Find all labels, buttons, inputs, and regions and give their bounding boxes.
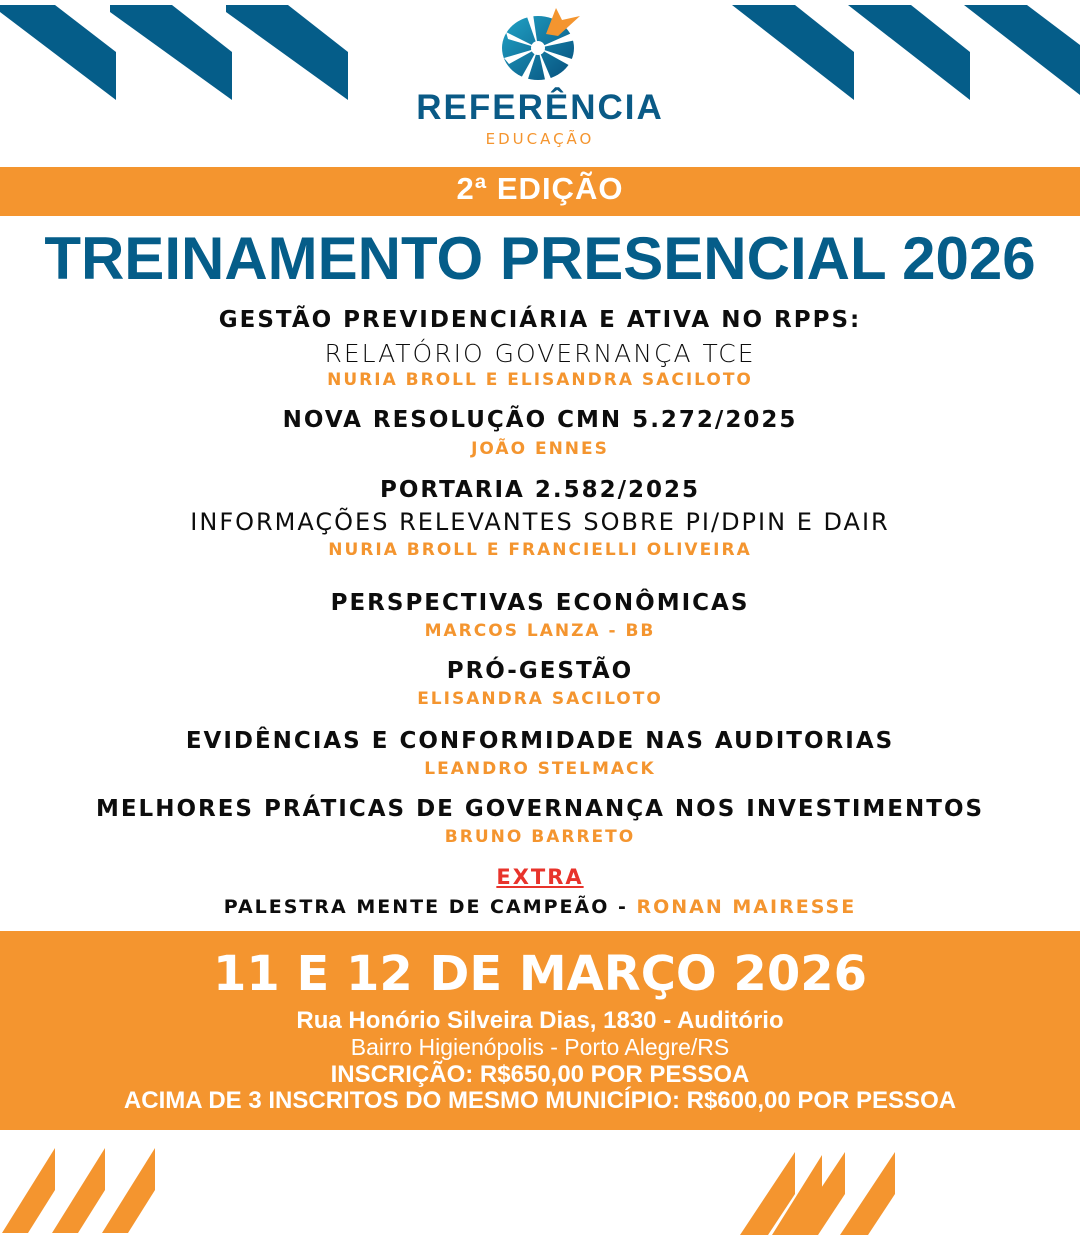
- session-speakers: ELISANDRA SACILOTO: [417, 689, 663, 709]
- extra-talk-title: PALESTRA MENTE DE CAMPEÃO -: [223, 896, 637, 918]
- session-heading: MELHORES PRÁTICAS DE GOVERNANÇA NOS INVESTIMENTOS: [95, 796, 985, 822]
- session-subtitle: RELATÓRIO GOVERNANÇA TCE: [324, 339, 756, 368]
- decorative-stripes-bottom-right-2: [760, 1140, 1080, 1235]
- event-price: INSCRIÇÃO: R$650,00 POR PESSOA: [330, 1061, 750, 1088]
- session-subtitle: INFORMAÇÕES RELEVANTES SOBRE PI/DPIN E DAIR: [190, 508, 890, 536]
- event-date: 11 E 12 DE MARÇO 2026: [212, 946, 868, 1002]
- session-heading: NOVA RESOLUÇÃO CMN 5.272/2025: [282, 407, 798, 433]
- session-heading: EVIDÊNCIAS E CONFORMIDADE NAS AUDITORIAS: [185, 728, 895, 754]
- extra-speaker: RONAN MAIRESSE: [636, 896, 857, 918]
- event-address: Rua Honório Silveira Dias, 1830 - Auditório: [296, 1007, 784, 1034]
- page-title: TREINAMENTO PRESENCIAL 2026: [44, 225, 1036, 292]
- event-group-price: ACIMA DE 3 INSCRITOS DO MESMO MUNICÍPIO: R$600,00 POR PESSOA: [123, 1087, 957, 1114]
- session-speakers: MARCOS LANZA - BB: [424, 621, 656, 641]
- extra-talk: [0, 896, 1080, 918]
- extra-label: EXTRA: [496, 865, 584, 889]
- session-heading: PERSPECTIVAS ECONÔMICAS: [330, 590, 750, 616]
- session-speakers: NURIA BROLL E FRANCIELLI OLIVEIRA: [328, 540, 752, 560]
- session-heading: GESTÃO PREVIDENCIÁRIA E ATIVA NO RPPS:: [218, 307, 862, 333]
- brand-name: REFERÊNCIA: [416, 88, 664, 127]
- session-speakers: BRUNO BARRETO: [444, 827, 636, 847]
- session-heading: PRÓ-GESTÃO: [446, 658, 634, 684]
- event-neighborhood: Bairro Higienópolis - Porto Alegre/RS: [350, 1034, 730, 1060]
- decorative-stripes-bottom-left: [0, 1140, 360, 1235]
- session-speakers: LEANDRO STELMACK: [424, 759, 656, 779]
- starburst-logo-icon: [496, 6, 586, 84]
- session-speakers: NURIA BROLL E ELISANDRA SACILOTO: [327, 370, 753, 390]
- session-heading: PORTARIA 2.582/2025: [379, 477, 701, 503]
- session-speakers: JOÃO ENNES: [471, 439, 609, 459]
- edition-label: 2ª EDIÇÃO: [456, 171, 624, 206]
- brand-subtitle: EDUCAÇÃO: [485, 130, 595, 148]
